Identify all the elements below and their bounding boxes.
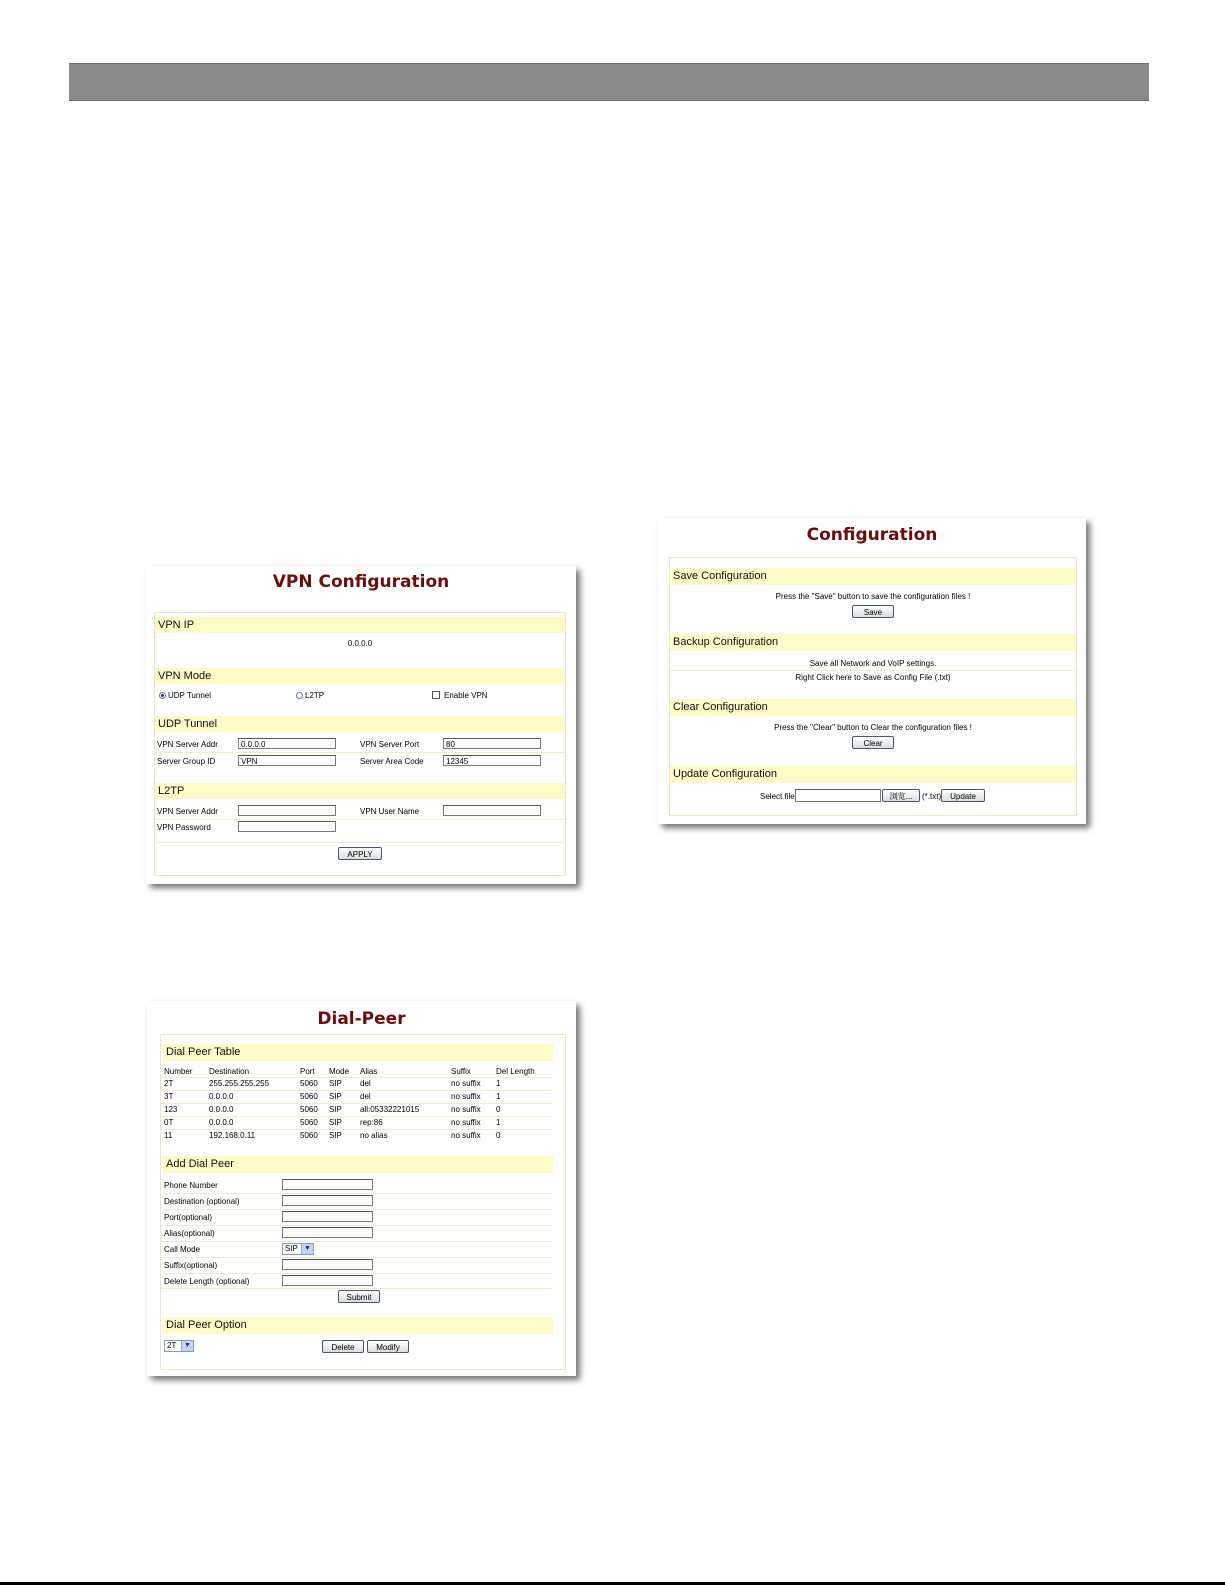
port-label: Port(optional) [164,1213,213,1222]
row-alias: all:05332221015 [360,1105,420,1114]
vpn-ip-section-header: VPN IP [155,617,565,633]
divider [161,1209,553,1210]
call-mode-label: Call Mode [164,1245,201,1254]
divider [161,1288,553,1289]
select-file-label: Select file [760,792,795,801]
udp-tunnel-radio-label: UDP Tunnel [168,691,211,700]
delete-length-input[interactable] [282,1275,373,1286]
submit-button[interactable]: Submit [338,1290,380,1303]
table-row[interactable] [161,1103,553,1117]
table-row[interactable] [161,1129,553,1143]
dial-peer-select[interactable] [164,1340,194,1352]
row-mode: SIP [329,1131,342,1140]
divider [161,1241,553,1242]
save-button[interactable]: Save [852,605,894,618]
backup-description-text: Save all Network and VoIP settings. [809,659,937,668]
file-extension-hint: (*.txt) [922,792,942,801]
row-mode: SIP [329,1105,342,1114]
destination-label: Destination (optional) [164,1197,240,1206]
vpn-configuration-panel [146,566,576,884]
row-port: 5060 [300,1131,318,1140]
udp-tunnel-section-header: UDP Tunnel [155,716,565,732]
row-alias: rep:86 [360,1118,383,1127]
column-alias: Alias [360,1067,378,1076]
port-input[interactable] [282,1211,373,1222]
row-destination: 0.0.0.0 [209,1105,234,1114]
browse-button[interactable]: 浏览... [882,789,920,802]
dial-peer-title: Dial-Peer [317,1009,406,1029]
save-instruction-text: Press the "Save" button to save the configuration files ! [775,592,971,601]
row-alias: del [360,1079,371,1088]
divider [155,752,565,753]
delete-length-label: Delete Length (optional) [164,1277,250,1286]
row-suffix: no suffix [451,1105,481,1114]
row-mode: SIP [329,1079,342,1088]
l2tp-server-addr-label: VPN Server Addr [157,807,218,816]
clear-button[interactable]: Clear [852,736,894,749]
divider [161,1273,553,1274]
table-row[interactable] [161,1116,553,1130]
row-suffix: no suffix [451,1079,481,1088]
column-destination: Destination [209,1067,250,1076]
configuration-title: Configuration [806,525,938,545]
row-number: 123 [164,1105,178,1114]
row-number: 11 [164,1131,173,1140]
udp-server-addr-label: VPN Server Addr [157,740,218,749]
column-suffix: Suffix [451,1067,471,1076]
row-port: 5060 [300,1118,318,1127]
udp-group-id-label: Server Group ID [157,757,216,766]
row-destination: 0.0.0.0 [209,1092,234,1101]
row-port: 5060 [300,1105,318,1114]
configuration-panel [658,518,1086,824]
dial-peer-table-header: Dial Peer Table [163,1044,553,1061]
row-del-length: 0 [496,1105,501,1114]
udp-group-id-input[interactable]: VPN [238,755,336,766]
divider [161,1257,553,1258]
vpn-form [154,612,566,876]
row-suffix: no suffix [451,1131,481,1140]
divider [155,842,565,843]
update-configuration-header: Update Configuration [670,766,1076,783]
enable-vpn-checkbox[interactable] [432,691,440,699]
suffix-label: Suffix(optional) [164,1261,218,1270]
call-mode-select[interactable] [282,1243,314,1255]
clear-configuration-header: Clear Configuration [670,699,1076,716]
row-number: 3T [164,1092,174,1101]
row-suffix: no suffix [451,1118,481,1127]
dial-peer-form [160,1034,566,1370]
row-suffix: no suffix [451,1092,481,1101]
top-header-bar [69,63,1149,101]
vpn-title: VPN Configuration [272,572,450,592]
vpn-mode-section-header: VPN Mode [155,668,565,684]
chevron-down-icon: ▼ [301,1244,313,1254]
l2tp-password-label: VPN Password [157,823,211,832]
column-port: Port [300,1067,315,1076]
divider [670,670,1076,671]
add-dial-peer-header: Add Dial Peer [163,1156,553,1173]
row-alias: del [360,1092,371,1101]
backup-save-link[interactable]: Right Click here to Save as Config File (.txt) [795,673,951,682]
l2tp-radio-label: L2TP [305,691,325,700]
row-number: 2T [164,1079,174,1088]
l2tp-server-addr-input[interactable] [238,805,336,816]
phone-number-label: Phone Number [164,1181,218,1190]
destination-input[interactable] [282,1195,373,1206]
udp-server-port-input[interactable]: 80 [443,738,541,749]
l2tp-section-header: L2TP [155,783,565,799]
row-del-length: 1 [496,1079,501,1088]
modify-button[interactable]: Modify [367,1340,409,1353]
clear-instruction-text: Press the "Clear" button to Clear the configuration files ! [774,723,972,732]
udp-area-code-label: Server Area Code [360,757,424,766]
l2tp-radio[interactable] [296,692,303,699]
apply-button[interactable]: APPLY [338,847,382,860]
column-mode: Mode [329,1067,350,1076]
dial-peer-select-value: 2T [167,1341,177,1350]
l2tp-password-input[interactable] [238,821,336,832]
dial-peer-panel [147,1001,576,1376]
row-del-length: 1 [496,1092,501,1101]
row-mode: SIP [329,1092,342,1101]
table-row[interactable] [161,1090,553,1104]
dial-peer-table [161,1065,565,1145]
suffix-input[interactable] [282,1259,373,1270]
divider [161,1193,553,1194]
configuration-form [669,557,1077,816]
table-header-row [161,1065,565,1077]
dial-peer-option-header: Dial Peer Option [163,1317,553,1334]
row-port: 5060 [300,1079,318,1088]
delete-button[interactable]: Delete [322,1340,364,1353]
call-mode-value: SIP [285,1244,298,1253]
udp-tunnel-radio[interactable] [159,692,166,699]
row-port: 5060 [300,1092,318,1101]
file-path-input[interactable] [795,789,881,802]
enable-vpn-label: Enable VPN [444,691,488,700]
backup-configuration-header: Backup Configuration [670,634,1076,651]
vpn-ip-value: 0.0.0.0 [347,639,373,648]
udp-server-port-label: VPN Server Port [360,740,420,749]
phone-number-input[interactable] [282,1179,373,1190]
udp-area-code-input[interactable]: 12345 [443,755,541,766]
column-del-length: Del Length [496,1067,535,1076]
l2tp-user-name-label: VPN User Name [360,807,420,816]
chevron-down-icon: ▼ [181,1341,193,1351]
alias-input[interactable] [282,1227,373,1238]
row-destination: 192.168.0.11 [209,1131,256,1140]
divider [155,819,565,820]
row-del-length: 0 [496,1131,501,1140]
row-alias: no alias [360,1131,388,1140]
divider [161,1225,553,1226]
alias-label: Alias(optional) [164,1229,215,1238]
row-destination: 0.0.0.0 [209,1118,234,1127]
update-button[interactable]: Update [941,789,985,802]
column-number: Number [164,1067,193,1076]
row-number: 0T [164,1118,174,1127]
udp-server-addr-input[interactable]: 0.0.0.0 [238,738,336,749]
row-mode: SIP [329,1118,342,1127]
save-configuration-header: Save Configuration [670,568,1076,585]
row-del-length: 1 [496,1118,501,1127]
row-destination: 255.255.255.255 [209,1079,270,1088]
table-row[interactable] [161,1077,553,1091]
l2tp-user-name-input[interactable] [443,805,541,816]
